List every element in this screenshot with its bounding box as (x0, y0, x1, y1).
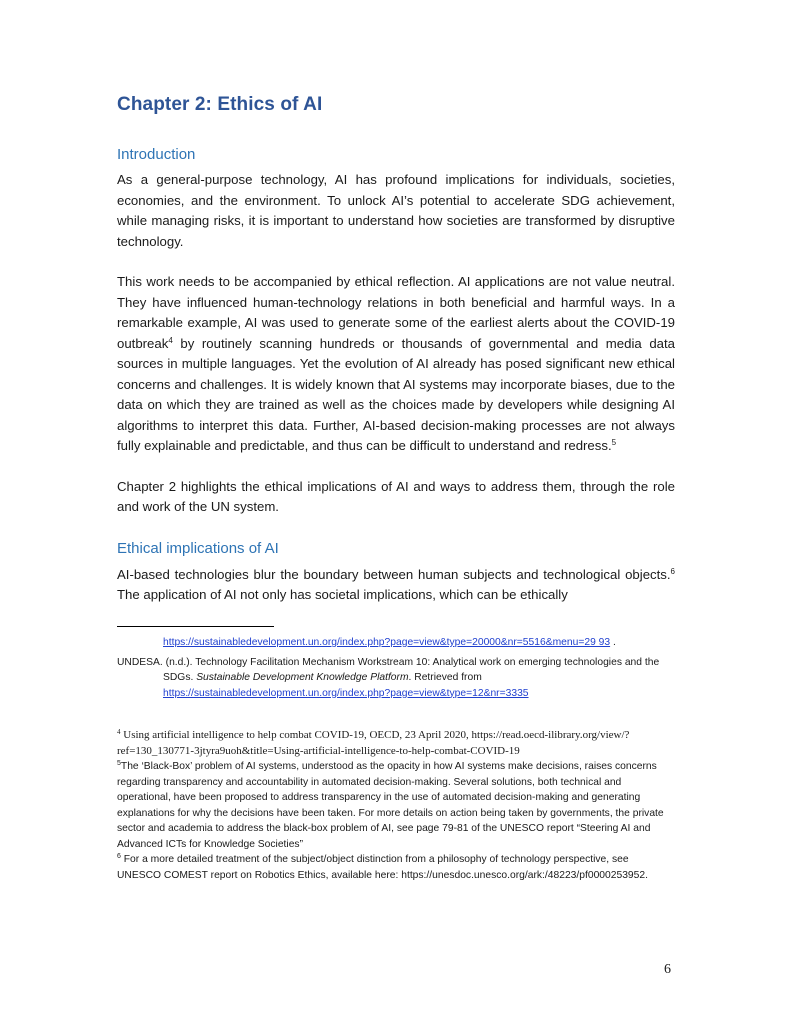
sdg-page-link[interactable]: https://sustainabledevelopment.un.org/index.php?page=view&type=20000&nr=5516&menu=29 93 (163, 637, 611, 648)
footnote-continuation: https://sustainabledevelopment.un.org/index.php?page=view&type=20000&nr=5516&menu=29 93 . UNDESA. (n.d.). Technology Facilitation Mechanism Workstream 10: Analytical work on emerging technologies and the SDGs. Sustainable Development Knowledge Platform. Retrieved from https://sustainabledevelopment.un.org/index.php?page=view&type=12&nr=3335 (117, 635, 675, 701)
page-number: 6 (664, 962, 671, 977)
ethical-paragraph-1: AI-based technologies blur the boundary between human subjects and technological objects.$^6$ The application of AI not only has societal implications, which can be ethically (117, 566, 675, 602)
intro-heading: Introduction (117, 146, 196, 163)
footnote-ref-5[interactable]: 5 (611, 438, 617, 447)
intro-paragraph-3: Chapter 2 highlights the ethical implications of AI and ways to address them, through the role and work of the UN system. (117, 478, 675, 514)
footnote-separator (117, 626, 274, 627)
undesa-link[interactable]: https://sustainabledevelopment.un.org/index.php?page=view&type=12&nr=3335 (163, 687, 529, 699)
intro-paragraph-1: As a general-purpose technology, AI has profound implications for individuals, societies, economies, and the environment. To unlock AI’s potential to accelerate SDG achievement, while managing risks, it is important to understand how societies are transformed by disruptive technology. (117, 172, 675, 249)
undesa-reference: UNDESA. (n.d.). Technology Facilitation Mechanism Workstream 10: Analytical work on emerging technologies and the SDGs. Sustainable Development Knowledge Platform. Retrieved from https://sustainabledevelopment.un.org/index.php?page=view&type=12&nr=3335 (117, 656, 660, 699)
ethical-heading: Ethical implications of AI (117, 539, 279, 557)
footnote-5: $^5$The ‘Black-Box’ problem of AI systems, understood as the opacity in how AI systems make decisions, raises concerns regarding transparency and accountability in automated decision-making. Several solutions, both technical and operational, have been proposed to address transparency in the use of automated decision-making and generating explanations for why the decisions have been taken. For more details on action being taken by governments, the private sector and academia to address the black-box problem of AI, see page 79-81 of the UNESCO report “Steering AI and Advanced ICTs for Knowledge Societies” (117, 760, 664, 850)
footnotes-list (117, 728, 675, 883)
main-body (117, 146, 675, 606)
intro-paragraph-2: This work needs to be accompanied by ethical reflection. AI applications are not value neutral. They have influenced human-technology relations in both beneficial and harmful ways. In a remarkable example, AI was used to generate some of the earliest alerts about the COVID-19 outbreak$^4$ by routinely scanning hundreds or thousands of governmental and media data sources in multiple languages. Yet the evolution of AI already has posed significant new ethical concerns and challenges. It is widely known that AI systems may incorporate biases, due to the data on which they are trained as well as the choices made by developers while designing AI algorithms to interpret this data. Further, AI-based decision-making processes are not always fully explainable and predictable, and thus can be difficult to understand and redress.$^5$ (117, 274, 675, 453)
footnote-6: $^6$ For a more detailed treatment of the subject/object distinction from a philosophy of technology perspective, see UNESCO COMEST report on Robotics Ethics, available here: https://unesdoc.unesco.org/ark:/48223/pf0000253952. (117, 853, 648, 881)
chapter-title: Chapter 2: Ethics of AI (117, 94, 323, 115)
footnote-ref-6[interactable]: 6 (670, 566, 675, 576)
footnote-4: $^4$ Using artificial intelligence to help combat COVID-19, OECD, 23 April 2020, https://read.oecd-ilibrary.org/view/?ref=130_130771-3jtyra9uoh&title=Using-artificial-intelligence-to-help-combat-COVID-19 (117, 728, 630, 757)
footnote-ref-4[interactable]: 4 (168, 335, 173, 345)
